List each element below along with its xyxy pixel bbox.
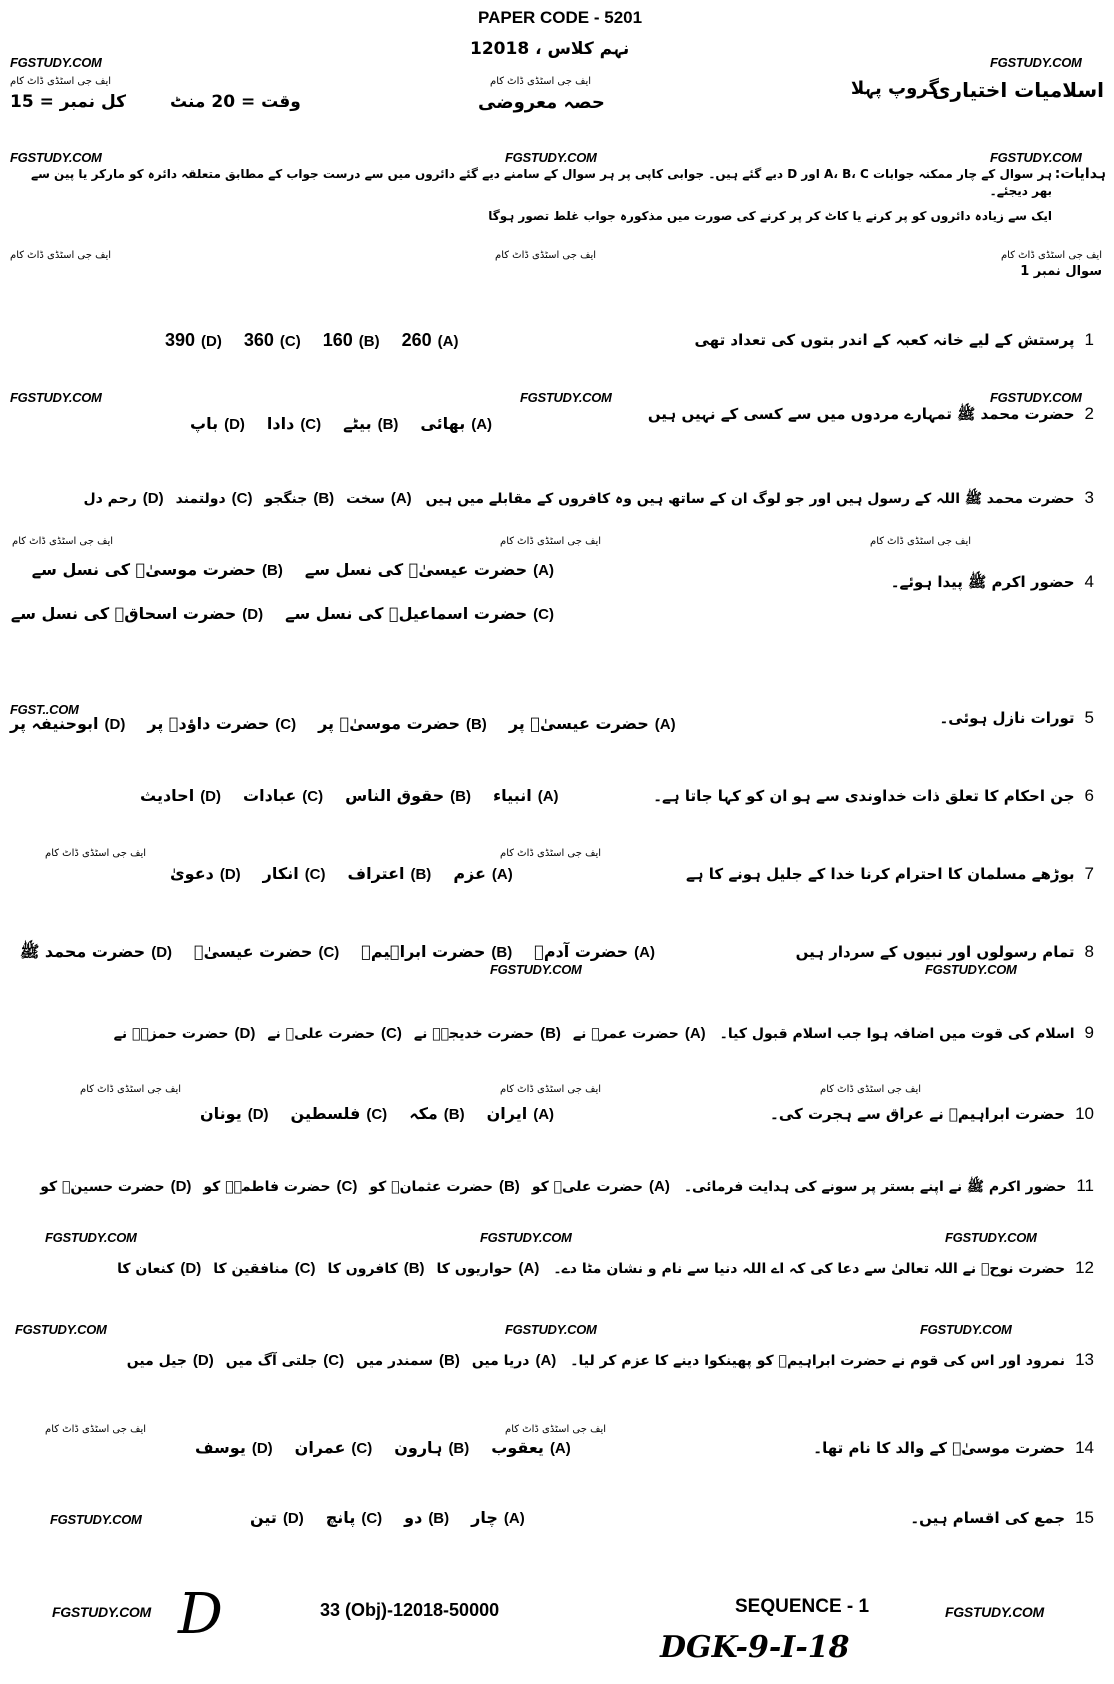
watermark-urdu: ایف جی اسٹڈی ڈاٹ کام [500,848,602,859]
option-b [265,490,335,507]
watermark: FGSTUDY.COM [945,1604,1044,1620]
option-value: حضرت موسیٰؑ کی نسل سے [31,560,257,579]
question-heading: سوال نمبر 1 [1020,264,1102,279]
options [127,1352,557,1369]
option-label: (D) [170,1178,192,1195]
time-allowed: وقت = 20 منٹ [170,92,301,112]
option-d [190,414,245,433]
option-c [267,1025,402,1042]
question-number: 3 [1084,488,1094,507]
option-value: 360 [243,330,274,350]
option-value: عمران [294,1438,346,1457]
watermark-urdu: ایف جی اسٹڈی ڈاٹ کام [820,1084,922,1095]
option-b [318,714,487,733]
option-label: (B) [410,866,432,883]
subject: اسلامیات اختیاری [932,78,1104,102]
option-label: (B) [450,788,471,805]
question-1 [580,330,1094,350]
option-b [369,1178,519,1195]
option-value: حضرت حمزہؓ نے [113,1026,229,1042]
question-number: 5 [1084,708,1094,727]
option-label: (C) [336,1178,358,1195]
question-text: جن احکام کا تعلق ذات خداوندی سے ہو ان کو کہا جاتا ہے۔ [653,787,1075,805]
option-value: ایران [486,1104,528,1123]
question-number: 15 [1075,1508,1094,1527]
option-b [356,1352,460,1369]
instructions-line-2: ایک سے زیادہ دائروں کو پر کرنے یا کاٹ کر پر کرنے کی صورت میں مذکورہ جواب غلط تصور ہوگا [488,209,1052,223]
question-5 [620,708,1094,728]
option-label: (C) [275,716,297,733]
option-label: (B) [491,944,513,961]
question-text: حضرت موسیٰؑ کے والد کا نام تھا۔ [813,1439,1066,1457]
option-value: جلتی آگ میں [225,1353,318,1369]
watermark: FGSTUDY.COM [52,1604,151,1620]
watermark-urdu: ایف جی اسٹڈی ڈاٹ کام [500,536,602,547]
option-label: (D) [200,788,222,805]
question-6 [620,786,1094,806]
option-value: حضرت عیسیٰؑ پر [508,714,649,733]
group: گروپ پہلا [850,78,939,99]
option-label: (C) [351,1440,373,1457]
option-value: دعویٰ [170,864,214,883]
question-15 [620,1508,1094,1528]
option-value: باپ [190,414,219,433]
option-label: (B) [465,716,487,733]
question-text: پرستش کے لیے خانہ کعبہ کے اندر بتوں کی تعداد تھی [694,331,1075,349]
option-label: (A) [533,1106,555,1123]
option-label: (D) [234,1025,256,1042]
option-label: (B) [313,490,335,507]
option-value: حضرت محمد ﷺ [20,942,146,961]
option-label: (A) [537,788,559,805]
option-a [532,1178,670,1195]
option-value: حضرت آدمؑ [534,942,629,961]
question-number: 1 [1084,330,1094,349]
option-label: (A) [390,490,412,507]
watermark: FGSTUDY.COM [945,1230,1037,1245]
option-value: مکہ [409,1104,438,1123]
options [200,1104,554,1123]
watermark: FGSTUDY.COM [480,1230,572,1245]
options [114,1025,706,1042]
question-13 [10,1350,1094,1370]
option-label: (D) [192,1352,214,1369]
option-label: (C) [302,788,324,805]
option-b [328,1260,425,1277]
watermark-urdu: ایف جی اسٹڈی ڈاٹ کام [490,76,592,87]
option-label: (C) [381,1025,402,1042]
option-d [140,786,221,805]
option-label: (A) [654,716,676,733]
option-a [471,1508,525,1527]
question-number: 9 [1084,1023,1094,1042]
option-value: یعقوب [491,1438,544,1457]
watermark-urdu: ایف جی اسٹڈی ڈاٹ کام [45,848,147,859]
watermark-urdu: ایف جی اسٹڈی ڈاٹ کام [870,536,972,547]
question-text: بوڑھے مسلمان کا احترام کرنا خدا کے جلیل ہونے کا ہے [685,865,1075,883]
option-label: (D) [201,333,222,350]
handwritten-letter: D [178,1582,223,1647]
option-value: جیل میں [126,1353,187,1369]
watermark: FGSTUDY.COM [490,962,582,977]
option-value: حضرت حسینؓ کو [40,1179,165,1195]
option-value: انبیاء [492,786,532,805]
option-value: حواریوں کا [436,1261,513,1277]
watermark: FGSTUDY.COM [50,1512,142,1527]
option-d [250,1508,304,1527]
option-a [346,490,412,507]
option-label: (C) [231,490,253,507]
option-d [165,330,222,351]
option-value: عبادات [243,786,297,805]
option-label: (D) [219,866,241,883]
question-11 [10,1176,1094,1198]
option-label: (D) [247,1106,269,1123]
option-label: (A) [649,1178,670,1195]
watermark: FGSTUDY.COM [990,55,1082,70]
question-4 [720,572,1094,595]
option-value: پانچ [325,1508,356,1527]
options [10,714,676,733]
question-3 [10,488,1094,510]
options [117,1260,539,1277]
option-value: حضرت موسیٰؑ پر [318,714,460,733]
option-label: (C) [361,1510,383,1527]
option-c [213,1260,315,1277]
option-c [295,1438,373,1457]
options [40,1178,670,1195]
option-value: ہارون [394,1438,443,1457]
sequence-label: SEQUENCE - 1 [735,1596,870,1617]
option-value: حقوق الناس [345,786,445,805]
question-text: حضرت محمد ﷺ تمہارے مردوں میں سے کسی کے نہیں ہیں [647,405,1075,423]
option-label: (A) [684,1025,706,1042]
option-b [323,330,380,351]
option-value: منافقین کا [213,1261,289,1277]
option-a [305,560,554,579]
option-a [509,714,676,733]
question-text: حضور اکرم ﷺ پیدا ہوئے۔ [890,573,1075,591]
question-10 [620,1104,1094,1124]
option-label: (A) [533,562,554,579]
option-value: دادا [266,414,295,433]
option-a [453,864,512,883]
instructions-line-1: ہر سوال کے چار ممکنہ جوابات A، B، C اور D دیے گئے ہیں۔ جوابی کاپی پر ہر سوال کے سامنے دیے گئے دائروں میں سے درست جواب کے مطابق متعلقہ دائرہ کو مارکر یا پین سے بھر دیجئے۔ [31,167,1052,198]
option-value: سمندر میں [356,1353,433,1369]
option-value: بھائی [420,414,466,433]
option-label: (C) [294,1260,316,1277]
option-a [402,330,459,351]
watermark: FGSTUDY.COM [920,1322,1012,1337]
watermark: FGSTUDY.COM [990,150,1082,165]
question-text: حضرت ابراہیمؑ نے عراق سے ہجرت کی۔ [770,1105,1066,1123]
option-value: حضرت عثمانؓ کو [369,1179,493,1195]
instructions [10,166,1052,233]
options [190,414,492,433]
option-label: (C) [323,1352,345,1369]
watermark: FGST..COM [10,702,79,717]
paper-code: PAPER CODE - 5201 [478,8,643,27]
question-text: جمع کی اقسام ہیں۔ [910,1509,1066,1527]
watermark: FGSTUDY.COM [10,390,102,405]
option-value: کنعان کا [117,1261,175,1277]
watermark-urdu: ایف جی اسٹڈی ڈاٹ کام [80,1084,182,1095]
option-d [127,1352,214,1369]
watermark-urdu: ایف جی اسٹڈی ڈاٹ کام [45,1424,147,1435]
option-label: (B) [403,1260,425,1277]
option-b [345,786,471,805]
question-number: 2 [1084,404,1094,423]
option-a [534,942,655,961]
option-label: (B) [428,1510,450,1527]
watermark: FGSTUDY.COM [505,1322,597,1337]
option-label: (A) [549,1440,571,1457]
option-c [285,604,554,623]
option-b [394,1438,469,1457]
option-d [83,490,163,507]
options [83,490,411,507]
option-label: (C) [318,944,340,961]
options [250,1508,525,1527]
option-c [267,414,321,433]
instructions-label: ہدایات: [1054,166,1106,182]
watermark-urdu: ایف جی اسٹڈی ڈاٹ کام [10,250,112,261]
watermark: FGSTUDY.COM [10,55,102,70]
option-value: دریا میں [471,1353,530,1369]
option-label: (C) [300,416,322,433]
option-value: احادیث [140,786,195,805]
question-number: 12 [1075,1258,1094,1277]
question-number: 14 [1075,1438,1094,1457]
option-label: (D) [242,606,264,623]
option-b [348,864,432,883]
option-a [420,414,492,433]
option-value: حضرت علیؓ نے [267,1026,376,1042]
option-value: کافروں کا [327,1261,398,1277]
option-value: انکار [262,864,299,883]
options-row [11,604,554,623]
option-d [170,864,241,883]
watermark: FGSTUDY.COM [10,150,102,165]
option-value: چار [471,1508,498,1527]
option-label: (C) [366,1106,388,1123]
options [195,1438,571,1457]
option-label: (D) [224,416,245,433]
option-c [203,1178,357,1195]
footer-code: 33 (Obj)-12018-50000 [320,1600,500,1620]
options [170,864,513,883]
option-c [194,942,339,961]
question-text: حضرت محمد ﷺ اللہ کے رسول ہیں اور جو لوگ ان کے ساتھ ہیں وہ کافروں کے مقابلے میں ہیں [425,491,1075,507]
handwritten-code: DGK-9-I-18 [660,1630,850,1665]
option-label: (D) [151,944,173,961]
question-number: 6 [1084,786,1094,805]
section-title: حصہ معروضی [478,92,605,113]
option-c [226,1352,344,1369]
option-label: (C) [304,866,326,883]
option-d [114,1025,256,1042]
option-value: ابوحنیفہ پر [10,714,99,733]
total-marks: کل نمبر = 15 [10,92,127,112]
option-b [409,1104,464,1123]
option-label: (A) [471,416,493,433]
option-a [573,1025,706,1042]
option-c [326,1508,382,1527]
option-value: حضرت داؤدؑ پر [147,714,270,733]
question-number: 10 [1075,1104,1094,1123]
question-number: 7 [1084,864,1094,883]
watermark-urdu: ایف جی اسٹڈی ڈاٹ کام [12,536,114,547]
option-value: دولتمند [175,491,226,507]
question-text: تمام رسولوں اور نبیوں کے سردار ہیں [795,943,1075,961]
option-d [117,1260,201,1277]
option-value: حضرت عیسیٰؑ کی نسل سے [304,560,528,579]
question-2 [580,404,1094,427]
watermark: FGSTUDY.COM [15,1322,107,1337]
options [140,786,559,805]
question-number: 13 [1075,1350,1094,1369]
option-a [487,1104,554,1123]
option-a [437,1260,540,1277]
option-value: جنگجو [264,491,308,507]
option-label: (D) [104,716,126,733]
option-value: حضرت ابراہیمؑ [361,942,486,961]
option-label: (B) [262,562,283,579]
option-label: (C) [279,333,301,350]
option-value: عزم [453,864,486,883]
option-label: (A) [437,333,459,350]
option-value: سخت [346,491,385,507]
option-c [243,786,323,805]
question-text: حضرت نوحؑ نے اللہ تعالیٰ سے دعا کی کہ اے اللہ دنیا سے نام و نشان مٹا دے۔ [553,1261,1066,1277]
watermark: FGSTUDY.COM [520,390,612,405]
options-row [32,560,554,579]
option-value: رحم دل [83,491,137,507]
option-label: (B) [498,1178,520,1195]
option-label: (A) [503,1510,525,1527]
option-d [11,604,263,623]
question-12 [10,1258,1094,1278]
question-8 [660,942,1094,962]
option-a [493,786,559,805]
option-value: حضرت اسحاقؑ کی نسل سے [10,604,237,623]
option-label: (A) [535,1352,557,1369]
option-label: (A) [491,866,513,883]
option-value: یونان [200,1104,242,1123]
option-d [200,1104,269,1123]
option-value: اعتراف [347,864,405,883]
option-b [32,560,283,579]
option-label: (D) [251,1440,273,1457]
option-value: حضرت عیسیٰؑ [194,942,313,961]
watermark: FGSTUDY.COM [505,150,597,165]
option-b [404,1508,449,1527]
option-label: (A) [634,944,655,961]
option-label: (C) [533,606,554,623]
option-label: (D) [282,1510,304,1527]
option-c [176,490,253,507]
option-value: دو [404,1508,423,1527]
option-label: (B) [448,1440,470,1457]
option-c [147,714,296,733]
watermark: FGSTUDY.COM [990,390,1082,405]
watermark: FGSTUDY.COM [45,1230,137,1245]
watermark: FGSTUDY.COM [925,962,1017,977]
option-label: (B) [358,333,380,350]
option-value: حضرت اسماعیلؑ کی نسل سے [285,604,528,623]
question-number: 11 [1076,1176,1094,1195]
watermark-urdu: ایف جی اسٹڈی ڈاٹ کام [505,1424,607,1435]
option-label: (B) [443,1106,465,1123]
watermark-urdu: ایف جی اسٹڈی ڈاٹ کام [1000,250,1102,261]
option-a [491,1438,571,1457]
options [165,330,459,351]
option-label: (D) [142,490,164,507]
question-9 [10,1023,1094,1043]
question-text: حضور اکرم ﷺ نے اپنے بستر پر سونے کی ہدایت فرمائی۔ [683,1179,1067,1195]
question-text: نمرود اور اس کی قوم نے حضرت ابراہیمؑ کو پھینکوا دینے کا عزم کر لیا۔ [570,1353,1066,1369]
option-value: 260 [401,330,432,350]
question-number: 4 [1084,572,1094,591]
option-label: (A) [518,1260,540,1277]
question-text: تورات نازل ہوئی۔ [939,709,1075,727]
option-value: فلسطین [290,1104,361,1123]
option-label: (B) [377,416,399,433]
option-label: (B) [540,1025,561,1042]
watermark-urdu: ایف جی اسٹڈی ڈاٹ کام [10,76,112,87]
option-b [414,1025,561,1042]
question-text: اسلام کی قوت میں اضافہ ہوا جب اسلام قبول کیا۔ [719,1026,1075,1042]
option-value: 390 [165,330,196,350]
option-c [263,864,326,883]
option-b [361,942,512,961]
option-value: حضرت خدیجہؓ نے [413,1026,535,1042]
option-value: 160 [322,330,353,350]
option-b [343,414,398,433]
option-d [40,1178,191,1195]
option-value: بیٹے [343,414,372,433]
option-d [20,942,172,965]
class-year: نہم کلاس ، 12018 [470,39,630,59]
option-value: تین [250,1508,277,1527]
watermark-urdu: ایف جی اسٹڈی ڈاٹ کام [500,1084,602,1095]
option-value: حضرت عمرؓ نے [572,1026,679,1042]
option-label: (B) [439,1352,460,1369]
option-d [195,1438,273,1457]
watermark-urdu: ایف جی اسٹڈی ڈاٹ کام [495,250,597,261]
question-7 [620,864,1094,884]
option-label: (D) [180,1260,202,1277]
question-14 [620,1438,1094,1458]
option-value: حضرت فاطمہؓ کو [203,1179,331,1195]
option-value: یوسف [195,1438,246,1457]
question-number: 8 [1084,942,1094,961]
option-value: حضرت علیؓ کو [531,1179,643,1195]
option-c [291,1104,388,1123]
option-a [472,1352,556,1369]
option-c [244,330,301,351]
